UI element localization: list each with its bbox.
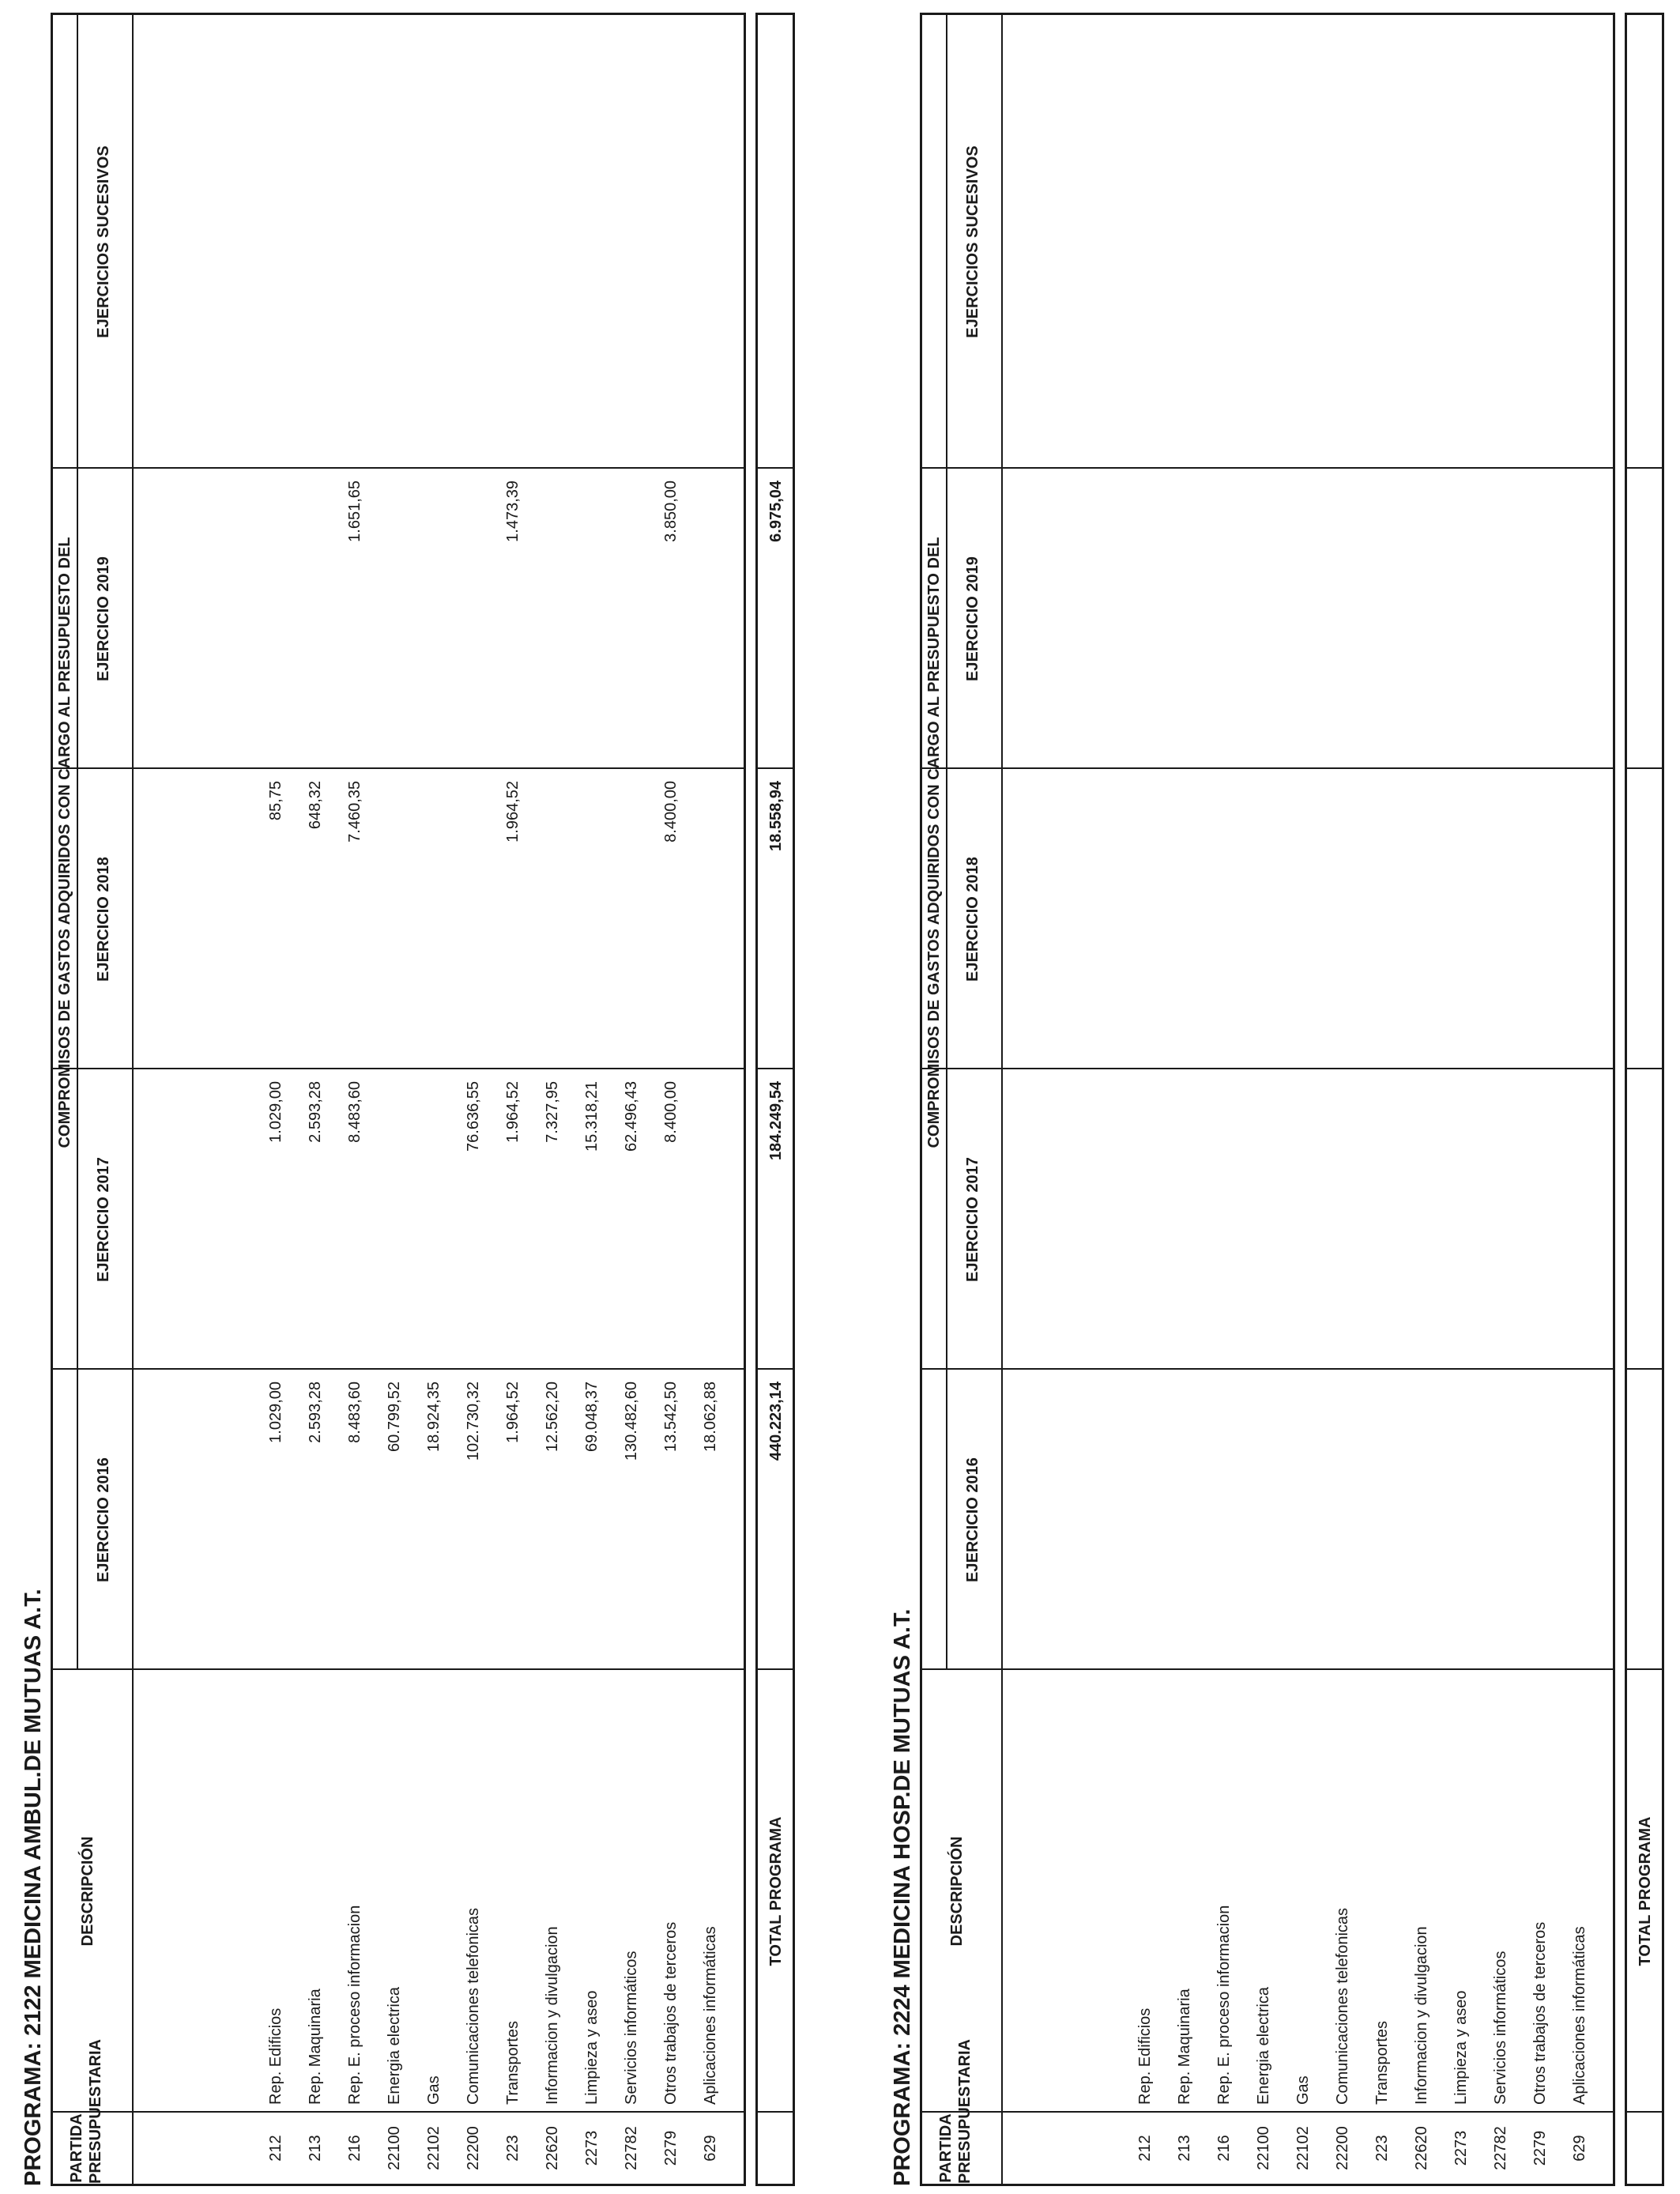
partida-description: Limpieza y aseo <box>1452 1990 1470 2105</box>
amount-2019 <box>1213 481 1235 769</box>
header-descripcion: DESCRIPCIÓN <box>79 1836 96 1947</box>
partida-description: Rep. E. proceso informacion <box>1215 1905 1233 2105</box>
amount-2017 <box>699 1081 721 1370</box>
amount-2018: 1.964,52 <box>504 781 522 843</box>
amount-sucesivos <box>383 26 405 469</box>
partida-description: Limpieza y aseo <box>583 1990 601 2105</box>
program-title: PROGRAMA: 2122 MEDICINA AMBUL.DE MUTUAS A.T. <box>21 1589 46 2186</box>
amount-2016: 130.482,60 <box>623 1382 640 1461</box>
header-compromisos: COMPROMISOS DE GASTOS ADQUIRIDOS CON CARGO AL PRESUPUESTO DEL <box>925 537 943 1148</box>
amount-sucesivos <box>1529 26 1551 469</box>
amount-2016: 18.062,88 <box>702 1382 719 1452</box>
partida-description: Rep. E. proceso informacion <box>346 1905 363 2105</box>
column-divider <box>758 467 793 469</box>
amount-2016: 60.799,52 <box>386 1382 403 1452</box>
amount-sucesivos <box>1411 26 1433 469</box>
amount-sucesivos <box>1450 26 1472 469</box>
total-row <box>755 13 795 2186</box>
partida-description: Comunicaciones telefonicas <box>1334 1907 1351 2105</box>
amount-2017 <box>1332 1081 1354 1370</box>
header-descripcion: DESCRIPCIÓN <box>948 1836 966 1947</box>
amount-sucesivos <box>265 26 287 469</box>
amount-2017 <box>1173 1081 1196 1370</box>
amount-2017 <box>1134 1081 1156 1370</box>
amount-2018 <box>462 781 484 1069</box>
partida-code: 22200 <box>1334 2126 1351 2170</box>
amount-2018 <box>1529 781 1551 1069</box>
amount-2018 <box>1569 781 1591 1069</box>
header-partida-line1: PARTIDA <box>937 2113 955 2183</box>
amount-2016: 69.048,37 <box>583 1382 601 1452</box>
amount-2017 <box>1371 1081 1393 1370</box>
total-row <box>1625 13 1664 2186</box>
partida-code: 2279 <box>1531 2130 1549 2166</box>
partida-code: 213 <box>1176 2135 1193 2162</box>
total-label: TOTAL PROGRAMA <box>767 1816 785 1966</box>
column-divider <box>1627 767 1662 769</box>
header-ej2017: EJERCICIO 2017 <box>964 1157 981 1282</box>
partida-description: Otros trabajos de terceros <box>1531 1921 1549 2105</box>
amount-2018: 7.460,35 <box>346 781 363 843</box>
amount-2019 <box>1252 481 1275 769</box>
amount-2017: 1.964,52 <box>504 1081 522 1143</box>
amount-2018 <box>699 781 721 1069</box>
amount-2018 <box>1292 781 1314 1069</box>
amount-2019 <box>265 481 287 769</box>
amount-2019 <box>1134 481 1156 769</box>
amount-2016 <box>1529 1382 1551 1670</box>
amount-2019 <box>620 481 642 769</box>
partida-description: Transportes <box>504 2021 522 2105</box>
column-divider <box>1627 1368 1662 1370</box>
amount-2017 <box>1569 1081 1591 1370</box>
partida-description: Rep. Maquinaria <box>307 1989 324 2105</box>
amount-2018: 85,75 <box>267 781 284 821</box>
amount-2019: 1.651,65 <box>346 481 363 542</box>
amount-2017 <box>1252 1081 1275 1370</box>
partida-code: 216 <box>346 2135 363 2162</box>
amount-2019 <box>1569 481 1591 769</box>
partida-code: 629 <box>1571 2135 1588 2162</box>
amount-sucesivos <box>1134 26 1156 469</box>
amount-2016 <box>1134 1382 1156 1670</box>
amount-2019 <box>581 481 603 769</box>
header-partida-line2: PRESUPUESTARIA <box>956 2039 974 2184</box>
partida-description: Informacion y divulgacion <box>544 1926 561 2105</box>
amount-2017 <box>1450 1081 1472 1370</box>
partida-code: 22782 <box>623 2126 640 2170</box>
partida-description: Energia electrica <box>386 1987 403 2105</box>
budget-table <box>51 13 746 2186</box>
column-divider <box>1627 1068 1662 1069</box>
partida-code: 22100 <box>386 2126 403 2170</box>
header-compromisos: COMPROMISOS DE GASTOS ADQUIRIDOS CON CARGO AL PRESUPUESTO DEL <box>56 537 73 1148</box>
amount-sucesivos <box>1213 26 1235 469</box>
amount-sucesivos <box>699 26 721 469</box>
amount-2019 <box>1411 481 1433 769</box>
program-section <box>16 13 795 2186</box>
amount-sucesivos <box>423 26 445 469</box>
header-divider <box>77 15 78 1670</box>
header-ej2016: EJERCICIO 2016 <box>964 1457 981 1582</box>
partida-code: 22620 <box>544 2126 561 2170</box>
partida-code: 22100 <box>1255 2126 1272 2170</box>
partida-description: Aplicaciones informáticas <box>702 1926 719 2105</box>
amount-sucesivos <box>502 26 524 469</box>
amount-2017 <box>1529 1081 1551 1370</box>
amount-sucesivos <box>462 26 484 469</box>
amount-2017 <box>1292 1081 1314 1370</box>
amount-2018 <box>1450 781 1472 1069</box>
amount-2017 <box>1490 1081 1512 1370</box>
amount-2016: 13.542,50 <box>662 1382 680 1452</box>
amount-2018 <box>1213 781 1235 1069</box>
amount-2019 <box>1332 481 1354 769</box>
amount-2016: 1.029,00 <box>267 1382 284 1443</box>
header-partida-line1: PARTIDA <box>68 2113 85 2183</box>
partida-description: Servicios informáticos <box>623 1951 640 2105</box>
budget-table <box>920 13 1615 2186</box>
partida-code: 22102 <box>425 2126 443 2170</box>
amount-2018 <box>581 781 603 1069</box>
partida-code: 216 <box>1215 2135 1233 2162</box>
amount-2016 <box>1490 1382 1512 1670</box>
amount-sucesivos <box>304 26 326 469</box>
amount-2018 <box>1332 781 1354 1069</box>
column-divider <box>1627 467 1662 469</box>
partida-code: 22782 <box>1492 2126 1509 2170</box>
header-partida <box>67 2039 105 2184</box>
amount-2018 <box>1252 781 1275 1069</box>
amount-sucesivos <box>660 26 682 469</box>
amount-2019 <box>383 481 405 769</box>
amount-2018: 8.400,00 <box>662 781 680 843</box>
amount-2018 <box>1411 781 1433 1069</box>
amount-2018 <box>1490 781 1512 1069</box>
partida-code: 223 <box>1373 2135 1391 2162</box>
amount-sucesivos <box>1252 26 1275 469</box>
header-ej2019: EJERCICIO 2019 <box>964 556 981 681</box>
partida-code: 629 <box>702 2135 719 2162</box>
header-ej2018: EJERCICIO 2018 <box>95 857 112 982</box>
amount-sucesivos <box>1371 26 1393 469</box>
amount-2019 <box>423 481 445 769</box>
partida-description: Aplicaciones informáticas <box>1571 1926 1588 2105</box>
amount-2019 <box>1292 481 1314 769</box>
program-title: PROGRAMA: 2224 MEDICINA HOSP.DE MUTUAS A.T. <box>890 1608 915 2186</box>
total-2017: 184.249,54 <box>767 1081 785 1161</box>
amount-2017: 15.318,21 <box>583 1081 601 1152</box>
amount-2018 <box>541 781 563 1069</box>
amount-2018 <box>1134 781 1156 1069</box>
amount-2017: 8.483,60 <box>346 1081 363 1143</box>
amount-2016 <box>1292 1382 1314 1670</box>
amount-2016: 102.730,32 <box>465 1382 482 1461</box>
amount-2016: 1.964,52 <box>504 1382 522 1443</box>
amount-2016 <box>1411 1382 1433 1670</box>
amount-2016: 12.562,20 <box>544 1382 561 1452</box>
amount-2017 <box>1411 1081 1433 1370</box>
amount-sucesivos <box>1569 26 1591 469</box>
amount-2016 <box>1252 1382 1275 1670</box>
header-sucesivos: EJERCICIOS SUCESIVOS <box>964 145 981 338</box>
amount-sucesivos <box>620 26 642 469</box>
amount-2016 <box>1332 1382 1354 1670</box>
partida-description: Rep. Maquinaria <box>1176 1989 1193 2105</box>
amount-2019 <box>1173 481 1196 769</box>
amount-2019 <box>1529 481 1551 769</box>
header-sucesivos: EJERCICIOS SUCESIVOS <box>95 145 112 338</box>
amount-2017 <box>1213 1081 1235 1370</box>
amount-sucesivos <box>344 26 366 469</box>
amount-2018 <box>1371 781 1393 1069</box>
amount-2018 <box>383 781 405 1069</box>
amount-2018 <box>423 781 445 1069</box>
partida-code: 2279 <box>662 2130 680 2166</box>
amount-2017 <box>423 1081 445 1370</box>
total-2019: 6.975,04 <box>767 481 785 542</box>
amount-2016 <box>1173 1382 1196 1670</box>
header-partida-line2: PRESUPUESTARIA <box>87 2039 104 2184</box>
partida-code: 212 <box>1136 2135 1154 2162</box>
amount-2016: 2.593,28 <box>307 1382 324 1443</box>
partida-description: Servicios informáticos <box>1492 1951 1509 2105</box>
header-divider <box>946 15 947 1670</box>
total-2016: 440.223,14 <box>767 1382 785 1461</box>
amount-sucesivos <box>581 26 603 469</box>
total-2018: 18.558,94 <box>767 781 785 851</box>
amount-2019 <box>1490 481 1512 769</box>
amount-sucesivos <box>1292 26 1314 469</box>
amount-2016 <box>1213 1382 1235 1670</box>
amount-2018 <box>620 781 642 1069</box>
header-divider <box>132 15 134 2184</box>
amount-2017: 2.593,28 <box>307 1081 324 1143</box>
amount-sucesivos <box>1173 26 1196 469</box>
partida-code: 212 <box>267 2135 284 2162</box>
partida-code: 213 <box>307 2135 324 2162</box>
header-partida <box>936 2039 974 2184</box>
amount-2017 <box>383 1081 405 1370</box>
amount-2019 <box>699 481 721 769</box>
partida-description: Rep. Edificios <box>1136 2007 1154 2105</box>
amount-2017: 1.029,00 <box>267 1081 284 1143</box>
amount-2017: 7.327,95 <box>544 1081 561 1143</box>
partida-code: 22102 <box>1294 2126 1312 2170</box>
amount-2019 <box>1450 481 1472 769</box>
amount-2019 <box>462 481 484 769</box>
header-ej2018: EJERCICIO 2018 <box>964 857 981 982</box>
amount-2019 <box>541 481 563 769</box>
header-ej2017: EJERCICIO 2017 <box>95 1157 112 1282</box>
amount-2016: 8.483,60 <box>346 1382 363 1443</box>
partida-code: 22200 <box>465 2126 482 2170</box>
partida-code: 2273 <box>583 2130 601 2166</box>
partida-description: Transportes <box>1373 2021 1391 2105</box>
amount-2016 <box>1450 1382 1472 1670</box>
amount-2016 <box>1371 1382 1393 1670</box>
partida-code: 22620 <box>1413 2126 1430 2170</box>
amount-2019 <box>304 481 326 769</box>
amount-2019 <box>1371 481 1393 769</box>
partida-description: Rep. Edificios <box>267 2007 284 2105</box>
partida-code: 223 <box>504 2135 522 2162</box>
header-ej2019: EJERCICIO 2019 <box>95 556 112 681</box>
amount-2017: 8.400,00 <box>662 1081 680 1143</box>
amount-2019: 3.850,00 <box>662 481 680 542</box>
partida-description: Gas <box>1294 2075 1312 2105</box>
header-divider <box>1001 15 1003 2184</box>
amount-2017: 62.496,43 <box>623 1081 640 1152</box>
amount-2017: 76.636,55 <box>465 1081 482 1152</box>
partida-description: Gas <box>425 2075 443 2105</box>
amount-2018: 648,32 <box>307 781 324 830</box>
amount-2016 <box>1569 1382 1591 1670</box>
amount-2019: 1.473,39 <box>504 481 522 542</box>
total-label: TOTAL PROGRAMA <box>1637 1816 1654 1966</box>
partida-description: Otros trabajos de terceros <box>662 1921 680 2105</box>
amount-2016: 18.924,35 <box>425 1382 443 1452</box>
partida-code: 2273 <box>1452 2130 1470 2166</box>
amount-sucesivos <box>1490 26 1512 469</box>
header-ej2016: EJERCICIO 2016 <box>95 1457 112 1582</box>
amount-sucesivos <box>1332 26 1354 469</box>
partida-description: Comunicaciones telefonicas <box>465 1907 482 2105</box>
partida-description: Informacion y divulgacion <box>1413 1926 1430 2105</box>
program-section <box>885 13 1664 2186</box>
partida-description: Energia electrica <box>1255 1987 1272 2105</box>
amount-sucesivos <box>541 26 563 469</box>
amount-2018 <box>1173 781 1196 1069</box>
